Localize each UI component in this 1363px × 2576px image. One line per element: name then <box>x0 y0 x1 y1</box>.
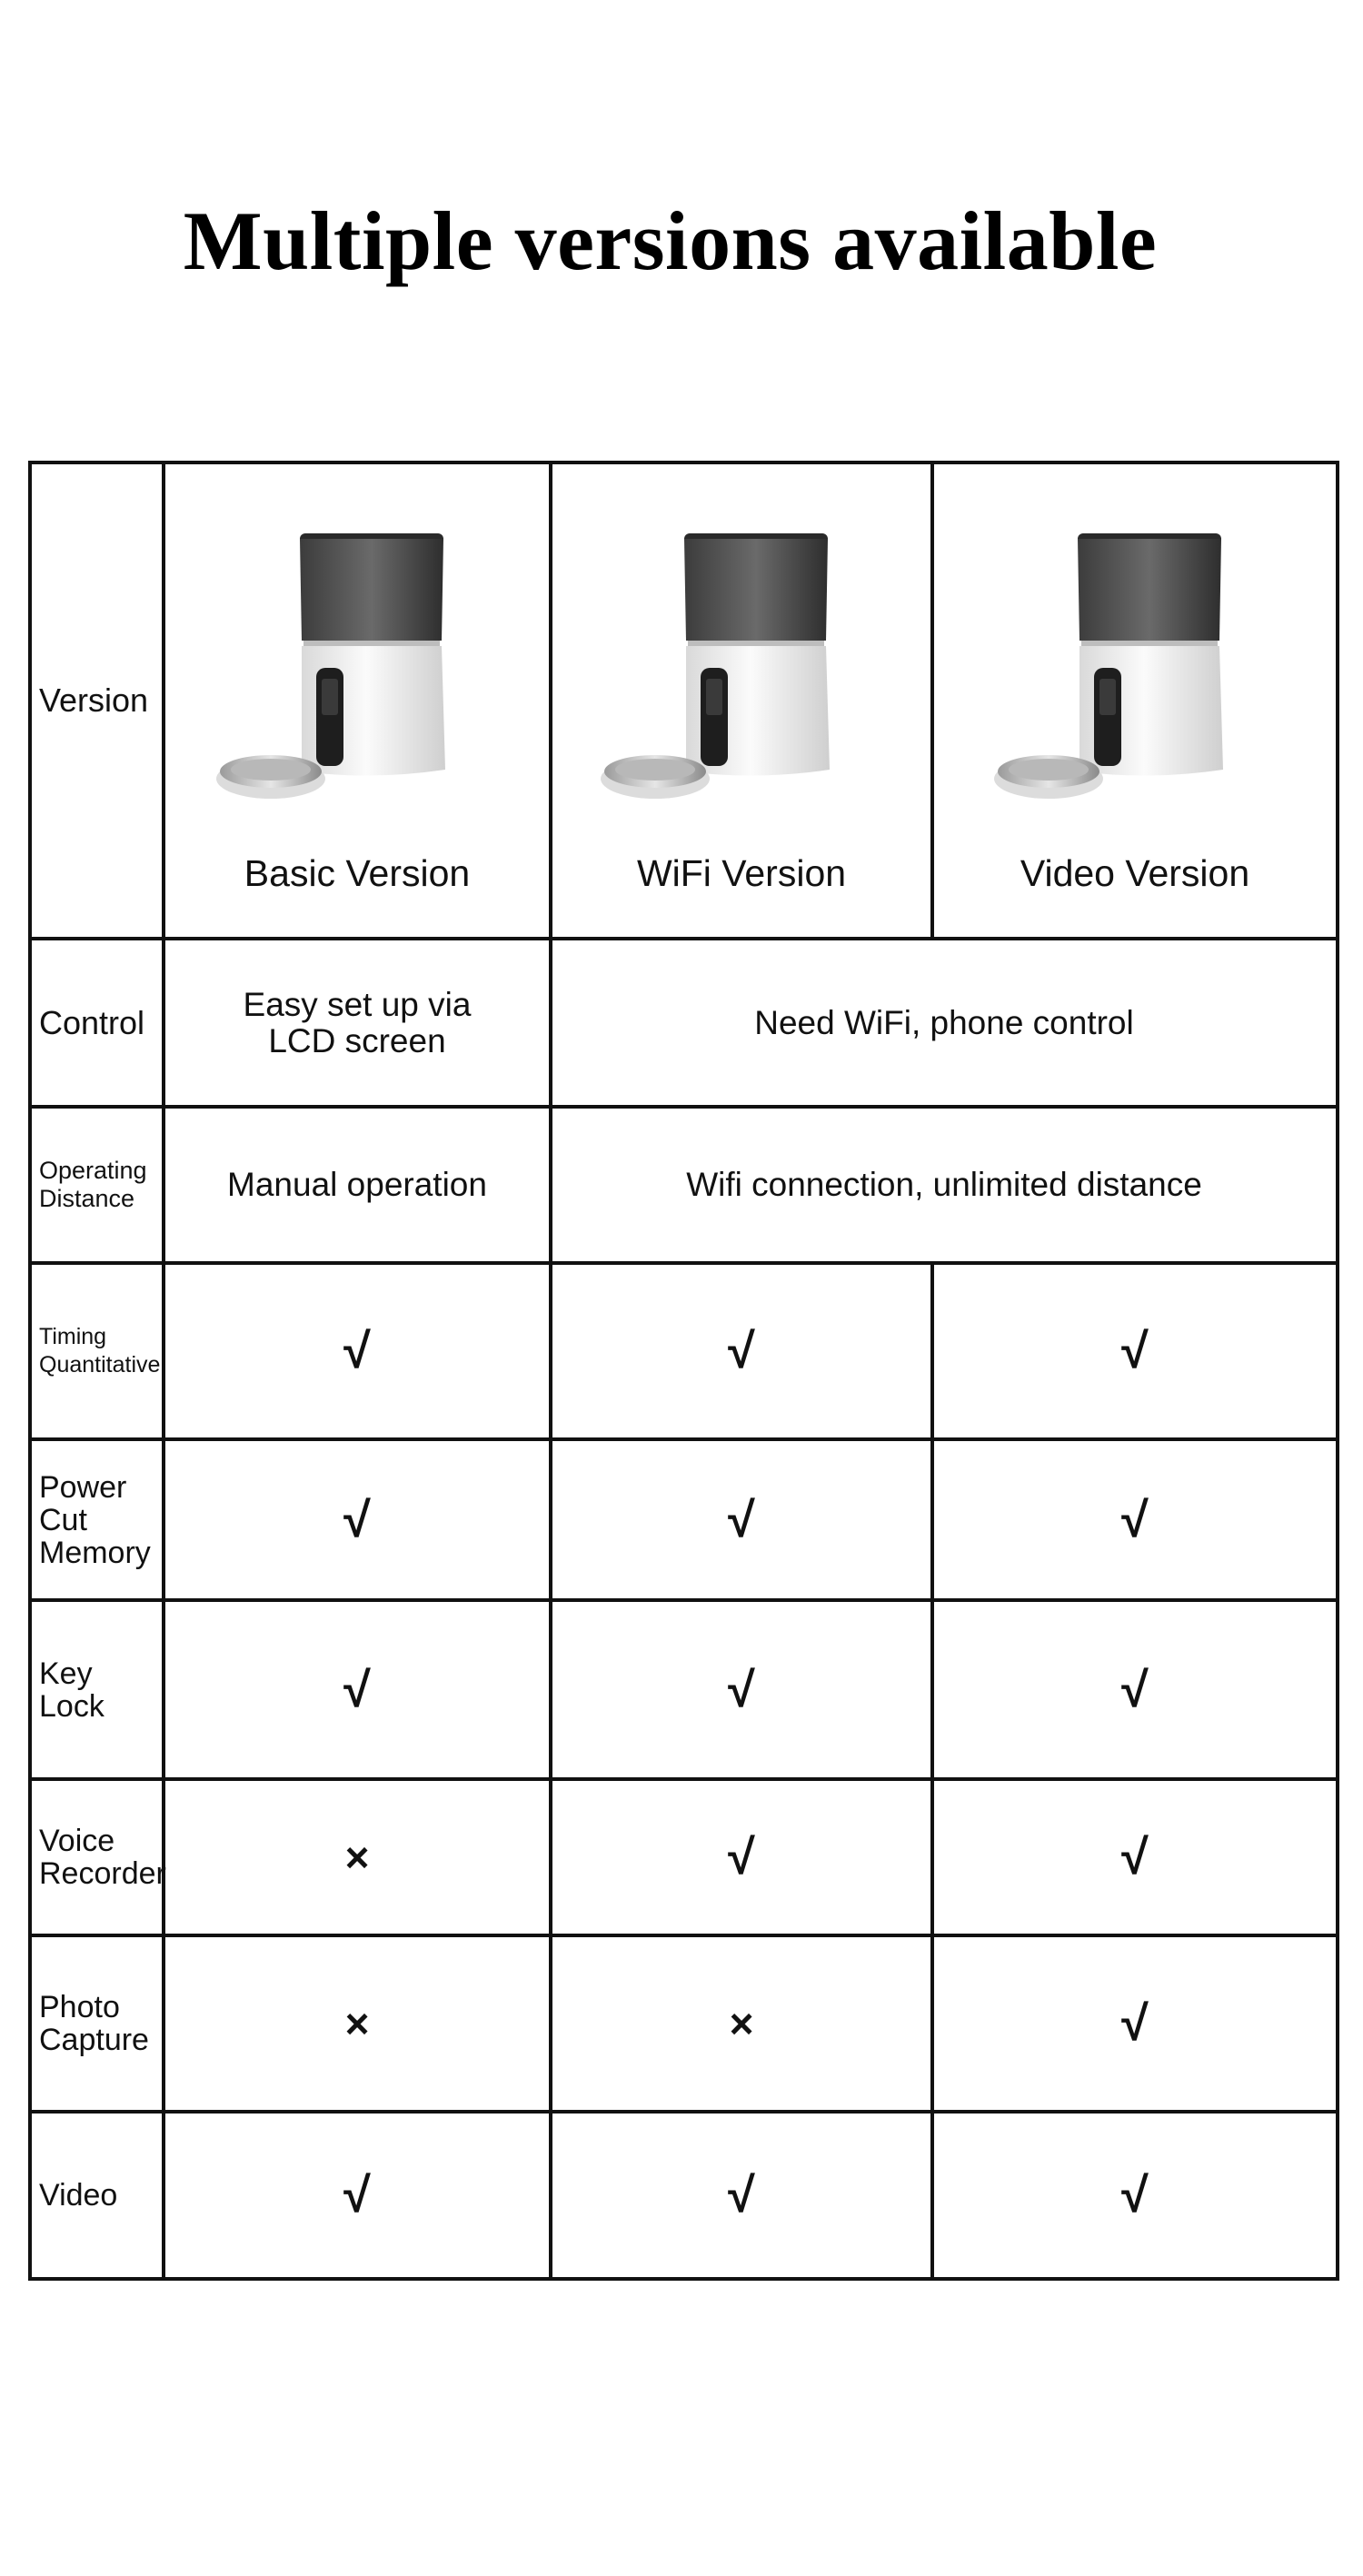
control-label: Control <box>39 1003 145 1041</box>
page-title: Multiple versions available <box>183 194 1158 287</box>
feature-label-line: Cut <box>39 1502 87 1537</box>
check-icon: √ <box>551 1779 932 1935</box>
comparison-table <box>28 461 1339 2281</box>
row-label-version <box>30 462 164 939</box>
feature-label-line: Capture <box>39 2023 149 2057</box>
feature-label-line: Voice <box>39 1824 115 1858</box>
feature-label-line: Power <box>39 1469 127 1505</box>
feature-row <box>30 1600 1338 1779</box>
operating-distance-row <box>30 1107 1338 1263</box>
wifi-version-cell <box>551 462 932 939</box>
basic-version-cell <box>164 462 551 939</box>
cross-icon: × <box>164 1779 551 1935</box>
control-row <box>30 939 1338 1107</box>
operating-basic-cell <box>164 1107 551 1263</box>
feature-row <box>30 2112 1338 2279</box>
feature-label-line: Key <box>39 1656 93 1691</box>
check-icon: √ <box>551 1600 932 1779</box>
row-label-power-cut-memory <box>30 1439 164 1600</box>
pet-feeder-icon <box>994 533 1239 806</box>
check-icon: √ <box>551 1439 932 1600</box>
check-icon: √ <box>932 1779 1338 1935</box>
video-version-cell <box>932 462 1338 939</box>
control-basic-line2: LCD screen <box>268 1021 446 1059</box>
operating-connected-text: Wifi connection, unlimited distance <box>686 1166 1202 1203</box>
feature-row <box>30 1263 1338 1439</box>
row-label-operating-distance <box>30 1107 164 1263</box>
pet-feeder-icon <box>216 533 462 806</box>
feature-row <box>30 1439 1338 1600</box>
basic-version-name: Basic Version <box>244 852 471 894</box>
operating-label-line1: Operating <box>39 1157 147 1184</box>
row-label-voice-recorder <box>30 1779 164 1935</box>
feature-label-line: Quantitative <box>39 1352 161 1378</box>
check-icon: √ <box>932 1263 1338 1439</box>
version-row <box>30 462 1338 939</box>
pet-feeder-icon <box>601 533 846 806</box>
control-connected-text: Need WiFi, phone control <box>754 1003 1134 1041</box>
row-label-timing-quantitative <box>30 1263 164 1439</box>
check-icon: √ <box>932 2112 1338 2279</box>
check-icon: √ <box>932 1935 1338 2112</box>
check-icon: √ <box>932 1439 1338 1600</box>
control-connected-cell <box>551 939 1338 1107</box>
row-label-video <box>30 2112 164 2279</box>
feature-row <box>30 1935 1338 2112</box>
operating-connected-cell <box>551 1107 1338 1263</box>
feature-row <box>30 1779 1338 1935</box>
operating-label-line2: Distance <box>39 1185 135 1212</box>
feature-label-line: Video <box>39 2178 118 2213</box>
check-icon: √ <box>164 1439 551 1600</box>
feature-label-line: Recorder <box>39 1856 166 1891</box>
cross-icon: × <box>164 1935 551 2112</box>
wifi-version-name: WiFi Version <box>636 852 847 894</box>
version-label: Version <box>39 681 149 719</box>
feature-label-line: Photo <box>39 1990 120 2024</box>
control-basic-line1: Easy set up via <box>243 985 472 1023</box>
row-label-control <box>30 939 164 1107</box>
feature-label-line: Timing <box>39 1324 107 1349</box>
check-icon: √ <box>164 1263 551 1439</box>
check-icon: √ <box>932 1600 1338 1779</box>
check-icon: √ <box>551 2112 932 2279</box>
operating-basic-text: Manual operation <box>227 1166 487 1203</box>
feature-label-line: Lock <box>39 1688 104 1724</box>
check-icon: √ <box>164 1600 551 1779</box>
row-label-photo-capture <box>30 1935 164 2112</box>
control-basic-cell <box>164 939 551 1107</box>
row-label-key-lock <box>30 1600 164 1779</box>
cross-icon: × <box>551 1935 932 2112</box>
check-icon: √ <box>164 2112 551 2279</box>
check-icon: √ <box>551 1263 932 1439</box>
video-version-name: Video Version <box>1020 852 1250 894</box>
feature-label-line: Memory <box>39 1535 151 1570</box>
